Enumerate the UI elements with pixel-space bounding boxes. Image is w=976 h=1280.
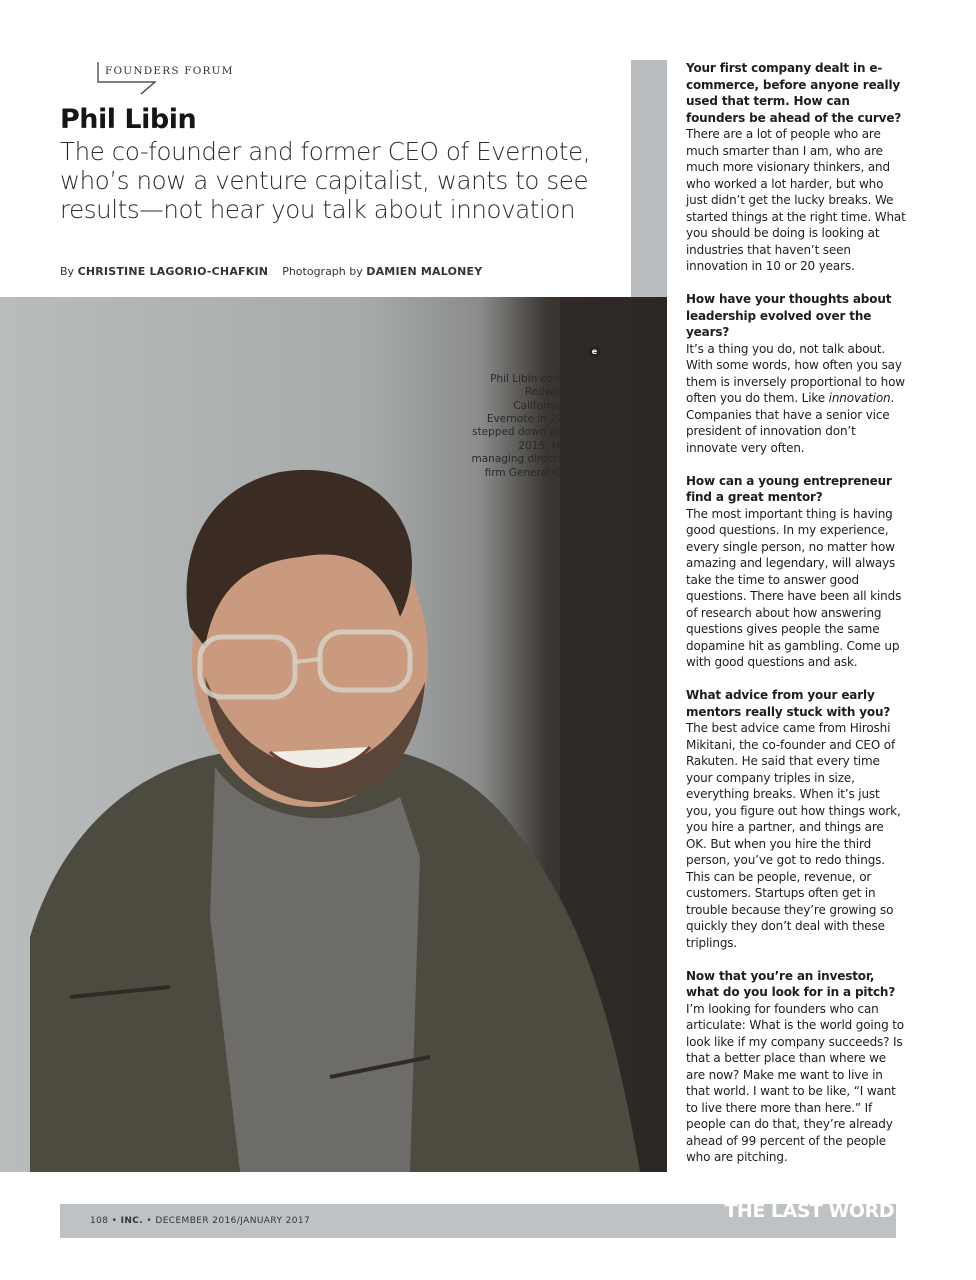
answer-emphasis: innovation <box>828 391 891 405</box>
folio: 108 • INC. • DECEMBER 2016/JANUARY 2017 <box>90 1216 311 1226</box>
section-label: THE LAST WORD <box>724 1200 894 1222</box>
qa-column <box>686 60 906 1182</box>
answer: The best advice came from Hiroshi Mikitani, the co-founder and CEO of Rakuten. He said that every time your company triples in size, everything breaks. When it’s just you, you figure out how things work, you hire a partner, and things are OK. But when you hire the third person, you’ve got to redo things. This can be people, revenue, or customers. Startups often get in trouble because they’re growing so quickly they don’t deal with these triplings. <box>686 721 901 950</box>
page-number: 108 <box>90 1216 109 1226</box>
qa-item <box>686 687 906 951</box>
question: Your first company dealt in e-commerce, before anyone really used that term. How can founders be ahead of the curve? <box>686 61 902 125</box>
answer <box>686 341 906 457</box>
qa-item <box>686 291 906 456</box>
answer: There are a lot of people who are much smarter than I am, who are much more visionary thinkers, and who worked a lot harder, but who just didn’t get the lucky breaks. We started things at the right time. What you should be doing is looking at industries that haven’t seen innovation in 10 or 20 years. <box>686 127 906 273</box>
page-title: Phil Libin <box>60 104 197 135</box>
noted-caption <box>470 345 600 480</box>
byline-prefix: By <box>60 265 75 278</box>
answer: I’m looking for founders who can articulate: What is the world going to look like if my company succeeds? Is that a better place than where we are now? Make me want to live in that world. I want to be like, “I want to live there more than here.” If people can do that, they’re already ahead of 99 percent of the people who are pitching. <box>686 1001 904 1164</box>
magazine-name: INC. <box>120 1216 144 1226</box>
answer-part: It’s a thing you do, not talk about. With some words, how often you say them is inversely proportional to how often you do them. Like <box>686 341 905 405</box>
article-dek: The co-founder and former CEO of Evernote, who’s now a venture capitalist, wants to see results—not hear you talk about innovation <box>60 137 591 224</box>
question: How have your thoughts about leadership evolved over the years? <box>686 292 892 339</box>
answer-part: . Companies that have a senior vice president of innovation don’t innovate very often. <box>686 391 895 455</box>
question: Now that you’re an investor, what do you look for in a pitch? <box>686 968 896 999</box>
noted-e-icon: e <box>589 346 600 357</box>
section-kicker: FOUNDERS FORUM <box>105 65 234 77</box>
photo-credit-prefix: Photograph by <box>282 265 363 278</box>
author-name: CHRISTINE LAGORIO-CHAFKIN <box>77 265 269 278</box>
photographer-name: DAMIEN MALONEY <box>366 265 483 278</box>
qa-item <box>686 473 906 671</box>
byline <box>60 265 482 278</box>
qa-item <box>686 968 906 1166</box>
question: What advice from your early mentors really stuck with you? <box>686 688 891 719</box>
noted-text: Phil Libin co-founded Redwood City, California–based Evernote in 2007 and stepped down as CEO in 2015. He’s now managing director at VC firm General Catalyst. <box>471 372 600 479</box>
answer: The most important thing is having good questions. In my experience, every single person, no matter how amazing and legendary, will always take the time to answer good questions. There have been all kinds of research about how answering questions gives people the same dopamine hit as gambling. Come up with good questions and ask. <box>686 506 902 669</box>
noted-heading: NOTED <box>559 359 600 372</box>
question: How can a young entrepreneur find a great mentor? <box>686 473 892 504</box>
issue-date: DECEMBER 2016/JANUARY 2017 <box>155 1216 311 1226</box>
qa-item <box>686 60 906 275</box>
